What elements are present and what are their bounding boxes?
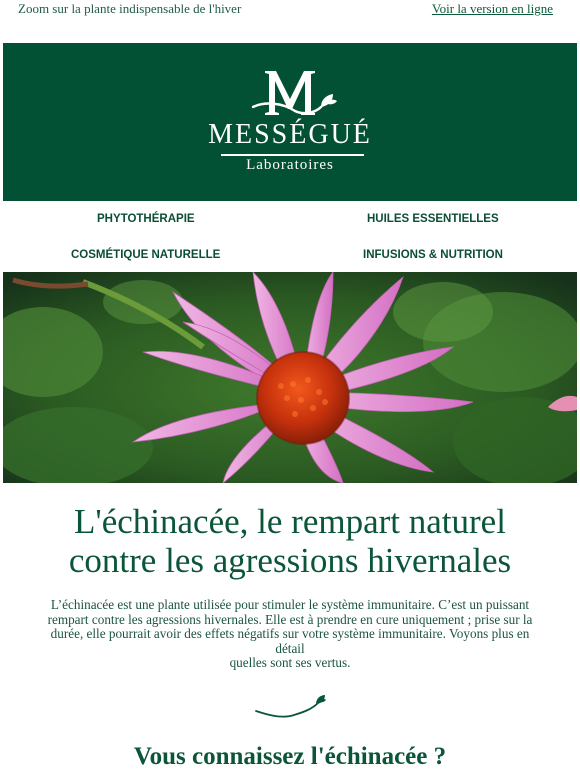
article-intro-line-2: rempart contre les agressions hivernales. Elle est à prendre en cure uniquement ; prise sur la [47, 611, 533, 627]
article-intro-line-3: durée, elle pourrait avoir des effets négatifs sur votre système immunitaire. Voyons plus en détail [50, 626, 530, 656]
article-intro-line-1: L’échinacée est une plante utilisée pour stimuler le système immunitaire. C’est un puissant [50, 597, 530, 612]
nav-item-huiles-essentielles[interactable]: HUILES ESSENTIELLES [367, 213, 499, 225]
nav-item-phytotherapie[interactable]: PHYTOTHÉRAPIE [97, 213, 195, 225]
category-nav [3, 201, 577, 272]
preheader-text: Zoom sur la plante indispensable de l'hiver [18, 1, 242, 16]
brand-banner[interactable] [3, 43, 577, 201]
article-title-line-1: L'échinacée, le rempart naturel [74, 502, 506, 541]
logo-monogram-icon [3, 65, 577, 121]
view-online-link[interactable]: Voir la version en ligne [431, 1, 553, 16]
brand-tagline: Laboratoires [246, 157, 334, 173]
article-title [0, 502, 580, 580]
hero-image[interactable] [3, 272, 577, 483]
brand-name: MESSÉGUÉ [208, 119, 372, 150]
leaf-swash-icon [254, 695, 328, 723]
nav-item-cosmetique-naturelle[interactable]: COSMÉTIQUE NATURELLE [71, 249, 221, 261]
article-intro-line-4: quelles sont ses vertus. [229, 655, 351, 670]
echinacea-flower-photo [3, 272, 577, 483]
brand-rule [221, 154, 364, 156]
section-title: Vous connaissez l'échinacée ? [133, 743, 447, 770]
article-intro [40, 598, 540, 671]
preheader-bar [0, 0, 580, 28]
nav-item-infusions-nutrition[interactable]: INFUSIONS & NUTRITION [363, 249, 503, 261]
article-title-line-2: contre les agressions hivernales [68, 541, 512, 580]
